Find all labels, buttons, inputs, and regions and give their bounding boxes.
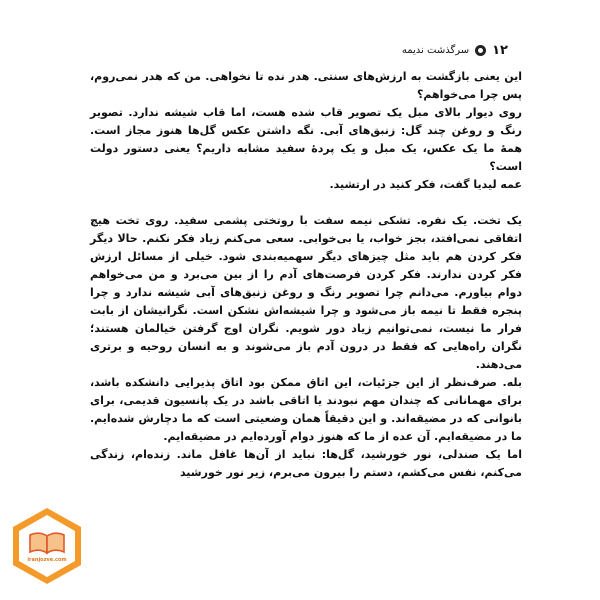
body-text xyxy=(90,68,522,482)
paragraph-6: اما یک صندلی، نور خورشید، گل‌ها: نباید از آن‌ها غافل ماند. زنده‌ام، زندگی می‌کنم، نفس می‌کشم، دستم را بیرون می‌برم، زیر نور خورشید xyxy=(90,448,522,479)
paragraph-4: یک تخت. یک نفره. تشکی نیمه سفت با روتختی پشمی سفید. روی تخت هیچ اتفاقی نمی‌افتد، بجز خواب، یا بی‌خوابی. سعی می‌کنم زیاد فکر نکنم. حالا دیگر فکر کردن هم باید مثل چیزهای دیگر سهمیه‌بندی شود. خیلی از مسائل ارزش فکر کردن ندارند. فکر کردن فرصت‌های آدم را از بین می‌برد و من می‌خواهم دوام بیاورم. می‌دانم چرا تصویر رنگ و روغن زنبق‌های آبی شیشه ندارد و چرا پنجره فقط تا نیمه باز می‌شود و چرا شیشه‌اش نشکن است. نگرانیشان از بابت فرار ما نیست، نمی‌توانیم زیاد دور شویم. نگران اوج گرفتن خیالمان هستند؛ نگران راه‌هایی که فقط در درون آدم باز می‌شوند و به انسان روحیه و برتری می‌دهند. xyxy=(90,214,522,371)
paragraph-2: روی دیوار بالای مبل یک تصویر قاب شده هست، اما قاب شیشه ندارد. تصویر رنگ و روغن چند گل: زنبق‌های آبی. نگه داشتن عکس گل‌ها هنوز مجاز است. همهٔ ما یک عکس، یک مبل و یک پردهٔ سفید مشابه داریم؟ یعنی دستور دولت است؟ xyxy=(90,106,522,173)
running-title: سرگذشت ندیمه xyxy=(401,45,470,56)
paragraph-1: این یعنی بازگشت به ارزش‌های سنتی. هدر نده تا نخواهی. من که هدر نمی‌روم، پس چرا می‌خواهم؟ xyxy=(90,70,522,101)
publisher-mark-icon xyxy=(475,45,486,56)
watermark-logo-icon xyxy=(8,505,86,587)
watermark-book-icon xyxy=(30,533,64,553)
paragraph-3: عمه لیدیا گفت، فکر کنید در ارتشید. xyxy=(329,178,522,191)
watermark-label: iranjozve.com xyxy=(27,557,67,563)
section-break xyxy=(90,194,522,212)
page-header xyxy=(402,43,508,58)
paragraph-5: بله. صرف‌نظر از این جزئیات، این اتاق ممکن بود اتاق پذیرایی دانشکده باشد، برای مهمانانی که چندان مهم نبودند یا اتاقی باشد در یک پانسیون قدیمی، برای بانوانی که در مضیقه‌اند. و این دقیقاً همان وضعیتی است که ما دچارش شده‌ایم. ما در مضیقه‌ایم. آن عده از ما که هنوز دوام آورده‌ایم در مضیقه‌ایم. xyxy=(90,376,522,443)
page-number: ۱۲ xyxy=(492,43,508,58)
